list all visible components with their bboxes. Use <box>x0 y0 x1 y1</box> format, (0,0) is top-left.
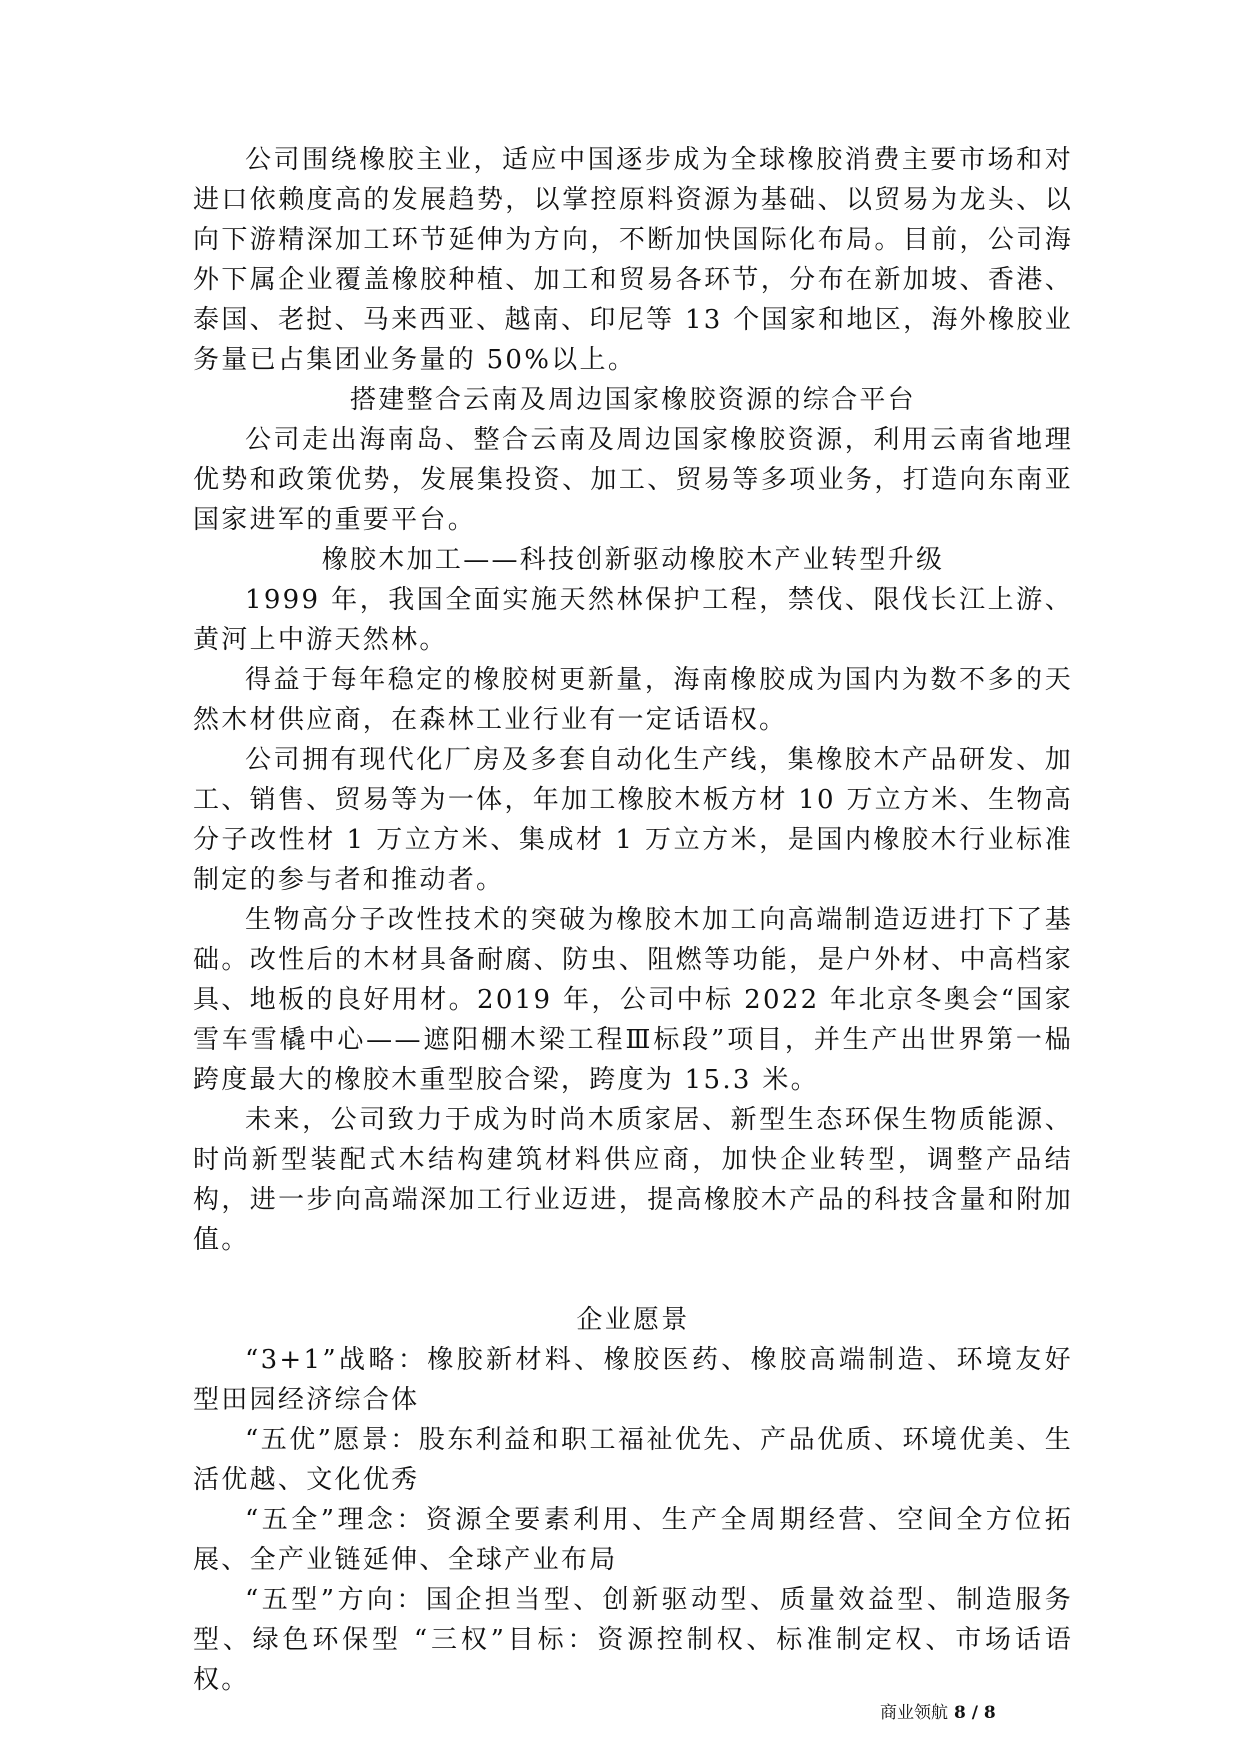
section-heading-vision: 企业愿景 <box>576 1305 690 1335</box>
paragraph-future-plan: 未来，公司致力于成为时尚木质家居、新型生态环保生物质能源、时尚新型装配式木结构建筑材料供应商，加快企业转型，调整产品结构，进一步向高端深加工行业迈进，提高橡胶木产品的科技含量和附加值。 <box>193 1105 1073 1255</box>
section-heading-yunnan-platform: 搭建整合云南及周边国家橡胶资源的综合平台 <box>349 385 916 415</box>
footer-label: 商业领航 <box>880 1703 948 1723</box>
document-body <box>193 140 1073 1700</box>
spacer <box>193 1260 1073 1300</box>
paragraph-forest-protection: 1999 年，我国全面实施天然林保护工程，禁伐、限伐长江上游、黄河上中游天然林。 <box>193 585 1073 655</box>
paragraph-modification-tech: 生物高分子改性技术的突破为橡胶木加工向高端制造迈进打下了基础。改性后的木材具备耐腐、防虫、阻燃等功能，是户外材、中高档家具、地板的良好用材。2019 年，公司中标 2022 年北京冬奥会“国家雪车雪橇中心——遮阳棚木梁工程Ⅲ标段”项目，并生产出世界第一榀跨度最大的橡胶木重型胶合梁，跨度为 15.3 米。 <box>193 905 1073 1095</box>
paragraph-yunnan-platform: 公司走出海南岛、整合云南及周边国家橡胶资源，利用云南省地理优势和政策优势，发展集投资、加工、贸易等多项业务，打造向东南亚国家进军的重要平台。 <box>193 425 1073 535</box>
page-number: 8 / 8 <box>954 1703 996 1723</box>
paragraph-international-layout: 公司围绕橡胶主业，适应中国逐步成为全球橡胶消费主要市场和对进口依赖度高的发展趋势，以掌控原料资源为基础、以贸易为龙头、以向下游精深加工环节延伸为方向，不断加快国际化布局。目前，公司海外下属企业覆盖橡胶种植、加工和贸易各环节，分布在新加坡、香港、泰国、老挝、马来西亚、越南、印尼等 13 个国家和地区，海外橡胶业务量已占集团业务量的 50%以上。 <box>193 145 1073 375</box>
paragraph-five-types: “五型”方向：国企担当型、创新驱动型、质量效益型、制造服务型、绿色环保型 “三权”目标：资源控制权、标准制定权、市场话语权。 <box>193 1585 1073 1695</box>
page-footer <box>880 1698 996 1723</box>
paragraph-five-excellence: “五优”愿景：股东利益和职工福祉优先、产品优质、环境优美、生活优越、文化优秀 <box>193 1425 1073 1495</box>
paragraph-strategy-3plus1: “3+1”战略：橡胶新材料、橡胶医药、橡胶高端制造、环境友好型田园经济综合体 <box>193 1345 1073 1415</box>
paragraph-five-complete: “五全”理念：资源全要素利用、生产全周期经营、空间全方位拓展、全产业链延伸、全球产业布局 <box>193 1505 1073 1575</box>
paragraph-production-capacity: 公司拥有现代化厂房及多套自动化生产线，集橡胶木产品研发、加工、销售、贸易等为一体，年加工橡胶木板方材 10 万立方米、生物高分子改性材 1 万立方米、集成材 1 万立方米，是国内橡胶木行业标准制定的参与者和推动者。 <box>193 745 1073 895</box>
section-heading-rubberwood: 橡胶木加工——科技创新驱动橡胶木产业转型升级 <box>321 545 945 575</box>
paragraph-wood-supplier: 得益于每年稳定的橡胶树更新量，海南橡胶成为国内为数不多的天然木材供应商，在森林工业行业有一定话语权。 <box>193 665 1073 735</box>
